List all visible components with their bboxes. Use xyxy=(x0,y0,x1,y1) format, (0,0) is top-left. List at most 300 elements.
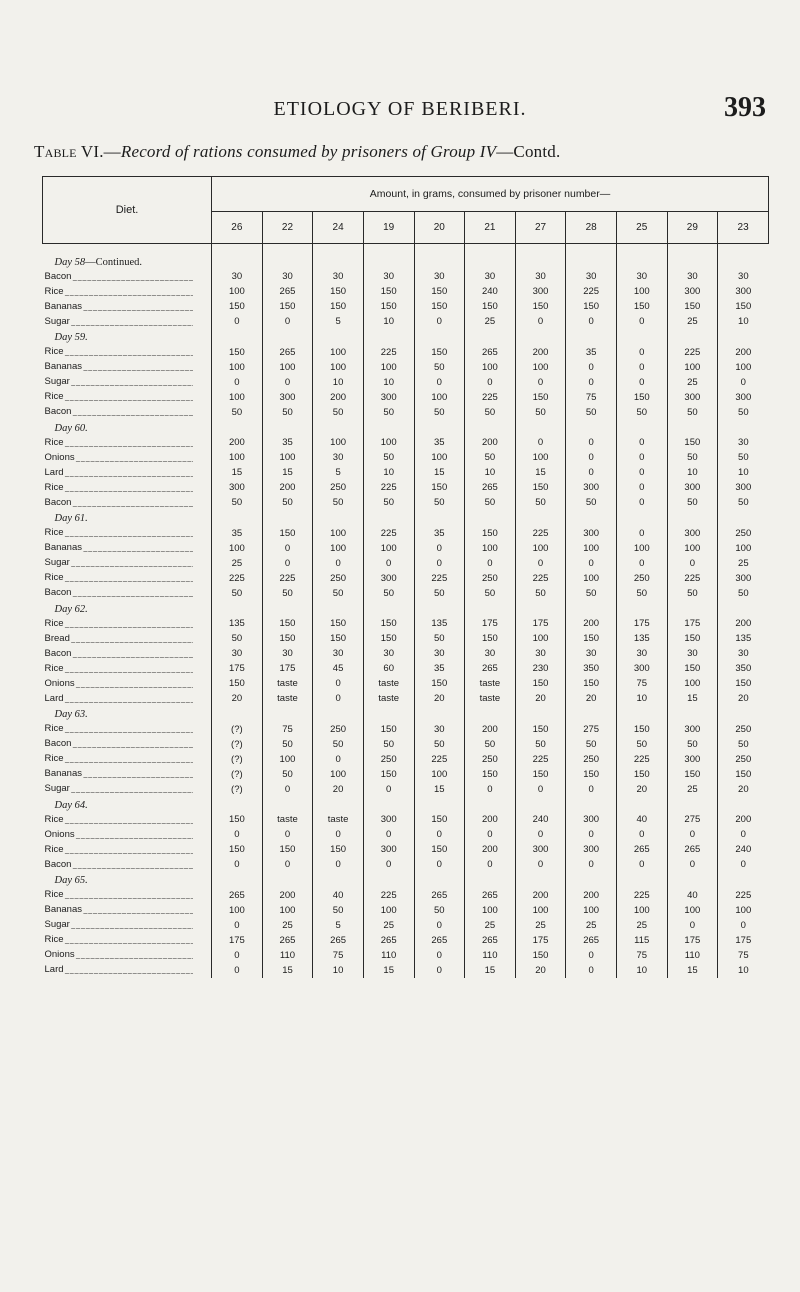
amount-cell: 265 xyxy=(414,933,465,948)
table-row xyxy=(43,300,769,315)
amount-cell: 30 xyxy=(363,270,414,285)
amount-cell: 265 xyxy=(465,662,516,677)
table-row xyxy=(43,315,769,330)
amount-cell: 250 xyxy=(718,526,769,541)
amount-cell: 0 xyxy=(566,858,617,873)
table-body xyxy=(43,244,769,979)
amount-cell: 75 xyxy=(262,722,313,737)
amount-cell: 35 xyxy=(414,662,465,677)
amount-cell: 0 xyxy=(262,315,313,330)
amount-cell: 0 xyxy=(262,375,313,390)
amount-cell: 0 xyxy=(414,858,465,873)
table-row xyxy=(43,556,769,571)
amount-cell: 150 xyxy=(313,617,364,632)
amount-cell: 0 xyxy=(465,828,516,843)
amount-cell: 100 xyxy=(667,541,718,556)
amount-cell: 150 xyxy=(313,285,364,300)
amount-cell: 150 xyxy=(262,843,313,858)
amount-cell: 225 xyxy=(718,888,769,903)
amount-cell: 100 xyxy=(414,390,465,405)
amount-cell: 175 xyxy=(212,933,263,948)
amount-cell: 0 xyxy=(718,828,769,843)
amount-cell: 10 xyxy=(718,315,769,330)
amount-cell: 300 xyxy=(718,571,769,586)
amount-cell: 100 xyxy=(616,541,667,556)
amount-cell: 100 xyxy=(262,451,313,466)
amount-cell: 250 xyxy=(465,752,516,767)
amount-cell: 175 xyxy=(465,617,516,632)
amount-cell: 50 xyxy=(566,737,617,752)
amount-cell: 50 xyxy=(262,586,313,601)
amount-cell: 75 xyxy=(718,948,769,963)
table-row xyxy=(43,752,769,767)
amount-cell: 0 xyxy=(566,375,617,390)
table-row xyxy=(43,903,769,918)
amount-cell: 10 xyxy=(718,963,769,978)
amount-cell: 240 xyxy=(515,813,566,828)
amount-cell: 0 xyxy=(212,315,263,330)
amount-cell: 50 xyxy=(465,737,516,752)
day-title: Day 58 xyxy=(54,256,86,268)
amount-cell: taste xyxy=(262,692,313,707)
table-row xyxy=(43,345,769,360)
amount-cell: 150 xyxy=(414,843,465,858)
amount-cell: 150 xyxy=(363,632,414,647)
food-name: Onions _ _ _ xyxy=(45,677,193,692)
amount-cell: 150 xyxy=(363,617,414,632)
amount-cell: 0 xyxy=(566,436,617,451)
amount-cell: 0 xyxy=(212,828,263,843)
table-row xyxy=(43,948,769,963)
prisoner-number-header: 23 xyxy=(718,212,769,244)
amount-cell: 0 xyxy=(262,828,313,843)
amount-cell: 100 xyxy=(515,451,566,466)
amount-cell: 175 xyxy=(667,933,718,948)
amount-cell: 275 xyxy=(566,722,617,737)
amount-cell: 0 xyxy=(414,948,465,963)
amount-cell: 150 xyxy=(363,300,414,315)
food-name: Bacon _ _ _ xyxy=(45,737,193,752)
amount-cell: 225 xyxy=(616,752,667,767)
amount-cell: 225 xyxy=(363,888,414,903)
amount-cell: 0 xyxy=(515,436,566,451)
amount-cell: 265 xyxy=(363,933,414,948)
amount-cell: 300 xyxy=(212,481,263,496)
amount-cell: 200 xyxy=(212,436,263,451)
amount-cell: 150 xyxy=(718,300,769,315)
amount-cell: 300 xyxy=(515,285,566,300)
amount-cell: 0 xyxy=(414,963,465,978)
amount-cell: taste xyxy=(363,692,414,707)
amount-cell: 10 xyxy=(363,375,414,390)
amount-cell: 50 xyxy=(718,586,769,601)
amount-cell: 0 xyxy=(616,466,667,481)
amount-cell: 10 xyxy=(616,963,667,978)
amount-cell: 50 xyxy=(363,737,414,752)
amount-cell: 150 xyxy=(566,632,617,647)
amount-cell: 5 xyxy=(313,918,364,933)
amount-cell: 150 xyxy=(566,677,617,692)
amount-cell: 150 xyxy=(212,677,263,692)
amount-cell: 100 xyxy=(313,526,364,541)
amount-cell: 25 xyxy=(566,918,617,933)
amount-cell: 15 xyxy=(262,963,313,978)
amount-cell: 265 xyxy=(566,933,617,948)
food-name: Sugar _ _ _ xyxy=(45,315,193,330)
amount-cell: 200 xyxy=(718,617,769,632)
amount-cell: 225 xyxy=(262,571,313,586)
amount-cell: 30 xyxy=(262,270,313,285)
amount-cell: 50 xyxy=(515,737,566,752)
table-row xyxy=(43,677,769,692)
amount-cell: 225 xyxy=(667,345,718,360)
table-spacer-row xyxy=(43,244,769,255)
amount-cell: 20 xyxy=(566,692,617,707)
amount-cell: 0 xyxy=(616,526,667,541)
amount-cell: 0 xyxy=(616,481,667,496)
amount-cell: 25 xyxy=(515,918,566,933)
amount-cell: 150 xyxy=(515,948,566,963)
amount-cell: 50 xyxy=(515,586,566,601)
amount-cell: 300 xyxy=(718,285,769,300)
amount-cell: 25 xyxy=(616,918,667,933)
amount-cell: 25 xyxy=(667,315,718,330)
amount-cell: 150 xyxy=(616,390,667,405)
amount-cell: 200 xyxy=(465,722,516,737)
amount-cell: 200 xyxy=(718,813,769,828)
amount-cell: 150 xyxy=(465,767,516,782)
amount-cell: 0 xyxy=(212,918,263,933)
table-row xyxy=(43,360,769,375)
amount-cell: 30 xyxy=(212,647,263,662)
amount-cell: 30 xyxy=(212,270,263,285)
table-row xyxy=(43,375,769,390)
food-name: Rice _ _ _ xyxy=(45,285,193,300)
amount-cell: 0 xyxy=(616,360,667,375)
amount-cell: 20 xyxy=(515,963,566,978)
amount-cell: 225 xyxy=(515,571,566,586)
table-row xyxy=(43,466,769,481)
amount-cell: 110 xyxy=(363,948,414,963)
amount-cell: 100 xyxy=(566,903,617,918)
amount-cell: 0 xyxy=(515,315,566,330)
food-name: Lard _ _ _ xyxy=(45,692,193,707)
amount-cell: 0 xyxy=(566,963,617,978)
table-row xyxy=(43,647,769,662)
amount-cell: 0 xyxy=(262,541,313,556)
amount-cell: 265 xyxy=(414,888,465,903)
amount-cell: 150 xyxy=(515,390,566,405)
amount-cell: 100 xyxy=(212,390,263,405)
amount-cell: 50 xyxy=(616,405,667,420)
amount-cell: 50 xyxy=(414,737,465,752)
amount-cell: 50 xyxy=(667,586,718,601)
food-name: Rice _ _ _ xyxy=(45,617,193,632)
amount-cell: 200 xyxy=(718,345,769,360)
food-name: Onions _ _ _ xyxy=(45,948,193,963)
amount-cell: 5 xyxy=(313,466,364,481)
table-row xyxy=(43,571,769,586)
amount-cell: 250 xyxy=(566,752,617,767)
amount-cell: 0 xyxy=(313,828,364,843)
amount-cell: 20 xyxy=(414,692,465,707)
amount-cell: 30 xyxy=(667,270,718,285)
table-row xyxy=(43,813,769,828)
amount-cell: 10 xyxy=(313,963,364,978)
amount-cell: 265 xyxy=(262,345,313,360)
amount-cell: 100 xyxy=(313,541,364,556)
amount-cell: 50 xyxy=(414,360,465,375)
amount-cell: 240 xyxy=(718,843,769,858)
amount-cell: 30 xyxy=(313,451,364,466)
amount-cell: 10 xyxy=(313,375,364,390)
amount-cell: 0 xyxy=(566,948,617,963)
food-name: Rice _ _ _ xyxy=(45,722,193,737)
amount-cell: 150 xyxy=(414,481,465,496)
amount-cell: 50 xyxy=(515,496,566,511)
amount-cell: 60 xyxy=(363,662,414,677)
amount-cell: 150 xyxy=(414,345,465,360)
table-row xyxy=(43,541,769,556)
amount-cell: 150 xyxy=(667,662,718,677)
amount-cell: 0 xyxy=(262,556,313,571)
amount-cell: 175 xyxy=(262,662,313,677)
amount-cell: 30 xyxy=(414,722,465,737)
amount-cell: 30 xyxy=(667,647,718,662)
amount-cell: 265 xyxy=(313,933,364,948)
amount-cell: 0 xyxy=(313,858,364,873)
amount-cell: 100 xyxy=(718,903,769,918)
table-row xyxy=(43,481,769,496)
amount-cell: 250 xyxy=(465,571,516,586)
prisoner-number-header: 25 xyxy=(616,212,667,244)
amount-cell: 0 xyxy=(363,858,414,873)
amount-cell: 265 xyxy=(465,345,516,360)
amount-cell: 175 xyxy=(667,617,718,632)
day-title: Day 64. xyxy=(54,799,88,811)
day-heading-row xyxy=(43,797,769,813)
amount-cell: 175 xyxy=(212,662,263,677)
amount-cell: 100 xyxy=(566,541,617,556)
amount-cell: 30 xyxy=(718,270,769,285)
amount-cell: 30 xyxy=(566,647,617,662)
amount-cell: 50 xyxy=(262,767,313,782)
prisoner-number-header: 21 xyxy=(465,212,516,244)
day-heading-row xyxy=(43,873,769,889)
amount-cell: 100 xyxy=(262,360,313,375)
amount-cell: 150 xyxy=(212,345,263,360)
amount-cell: 300 xyxy=(363,571,414,586)
amount-cell: 0 xyxy=(667,828,718,843)
food-name: Bacon _ _ _ xyxy=(45,405,193,420)
amount-cell: 265 xyxy=(465,481,516,496)
amount-cell: 25 xyxy=(262,918,313,933)
amount-cell: 25 xyxy=(667,782,718,797)
amount-cell: 0 xyxy=(566,556,617,571)
amount-cell: 300 xyxy=(515,843,566,858)
table-row xyxy=(43,405,769,420)
amount-cell: taste xyxy=(262,813,313,828)
food-name: Bananas _ _ _ xyxy=(45,541,193,556)
amount-cell: 100 xyxy=(667,903,718,918)
amount-column-header: Amount, in grams, consumed by prisoner number— xyxy=(212,177,769,212)
amount-cell: 100 xyxy=(363,360,414,375)
table-row xyxy=(43,933,769,948)
day-title: Day 60. xyxy=(54,422,88,434)
amount-cell: 0 xyxy=(566,828,617,843)
amount-cell: 100 xyxy=(363,541,414,556)
amount-cell: 150 xyxy=(515,481,566,496)
amount-cell: 0 xyxy=(616,315,667,330)
amount-cell: 150 xyxy=(262,632,313,647)
amount-cell: 50 xyxy=(262,405,313,420)
amount-cell: 100 xyxy=(212,541,263,556)
amount-cell: 50 xyxy=(465,496,516,511)
amount-cell: 250 xyxy=(313,481,364,496)
amount-cell: 50 xyxy=(566,405,617,420)
amount-cell: 0 xyxy=(515,828,566,843)
food-name: Lard _ _ _ xyxy=(45,466,193,481)
amount-cell: 15 xyxy=(414,466,465,481)
amount-cell: 250 xyxy=(363,752,414,767)
amount-cell: 0 xyxy=(465,556,516,571)
amount-cell: 200 xyxy=(262,888,313,903)
amount-cell: 15 xyxy=(414,782,465,797)
amount-cell: (?) xyxy=(212,767,263,782)
amount-cell: 0 xyxy=(616,375,667,390)
amount-cell: 50 xyxy=(363,405,414,420)
caption-suffix: —Contd. xyxy=(496,142,561,161)
amount-cell: 100 xyxy=(667,360,718,375)
page-number: 393 xyxy=(724,92,766,123)
amount-cell: 0 xyxy=(414,556,465,571)
amount-cell: 150 xyxy=(515,300,566,315)
food-name: Sugar _ _ _ xyxy=(45,918,193,933)
day-title: Day 61. xyxy=(54,513,88,524)
amount-cell: 100 xyxy=(667,677,718,692)
amount-cell: 30 xyxy=(414,270,465,285)
amount-cell: 50 xyxy=(262,496,313,511)
amount-cell: 265 xyxy=(616,843,667,858)
amount-cell: 300 xyxy=(667,526,718,541)
amount-cell: 100 xyxy=(212,285,263,300)
amount-cell: 225 xyxy=(363,481,414,496)
amount-cell: 25 xyxy=(667,375,718,390)
amount-cell: 25 xyxy=(718,556,769,571)
day-heading-row xyxy=(43,330,769,346)
rations-table xyxy=(42,176,769,978)
amount-cell: 0 xyxy=(212,963,263,978)
amount-cell: 50 xyxy=(566,496,617,511)
diet-column-header: Diet. xyxy=(43,177,212,244)
table-row xyxy=(43,285,769,300)
amount-cell: 100 xyxy=(718,541,769,556)
amount-cell: 150 xyxy=(515,722,566,737)
amount-cell: 100 xyxy=(262,903,313,918)
amount-cell: 300 xyxy=(566,813,617,828)
food-name: Rice _ _ _ xyxy=(45,436,193,451)
food-name: Rice _ _ _ xyxy=(45,571,193,586)
amount-cell: 100 xyxy=(515,541,566,556)
amount-cell: 0 xyxy=(566,360,617,375)
table-row xyxy=(43,782,769,797)
amount-cell: 150 xyxy=(313,843,364,858)
amount-cell: 50 xyxy=(616,586,667,601)
amount-cell: 150 xyxy=(414,677,465,692)
amount-cell: 100 xyxy=(616,285,667,300)
amount-cell: 15 xyxy=(667,963,718,978)
amount-cell: 0 xyxy=(616,496,667,511)
amount-cell: 50 xyxy=(212,496,263,511)
amount-cell: 0 xyxy=(212,948,263,963)
amount-cell: 0 xyxy=(262,782,313,797)
amount-cell: 15 xyxy=(363,963,414,978)
amount-cell: (?) xyxy=(212,752,263,767)
amount-cell: 100 xyxy=(363,903,414,918)
amount-cell: 50 xyxy=(515,405,566,420)
amount-cell: 225 xyxy=(566,285,617,300)
amount-cell: 230 xyxy=(515,662,566,677)
amount-cell: 225 xyxy=(667,571,718,586)
running-title: ETIOLOGY OF BERIBERI. xyxy=(273,98,527,120)
prisoner-number-header: 19 xyxy=(363,212,414,244)
amount-cell: 0 xyxy=(718,918,769,933)
prisoner-number-header: 29 xyxy=(667,212,718,244)
amount-cell: 300 xyxy=(616,662,667,677)
table-row xyxy=(43,692,769,707)
amount-cell: 250 xyxy=(718,722,769,737)
amount-cell: 50 xyxy=(414,586,465,601)
amount-cell: 0 xyxy=(566,451,617,466)
food-name: Sugar _ _ _ xyxy=(45,375,193,390)
amount-cell: 150 xyxy=(313,300,364,315)
amount-cell: 50 xyxy=(212,632,263,647)
amount-cell: 100 xyxy=(515,632,566,647)
amount-cell: 150 xyxy=(718,767,769,782)
amount-cell: 30 xyxy=(515,270,566,285)
amount-cell: 225 xyxy=(515,752,566,767)
amount-cell: 10 xyxy=(616,692,667,707)
amount-cell: 50 xyxy=(313,405,364,420)
amount-cell: 100 xyxy=(616,903,667,918)
amount-cell: 35 xyxy=(414,436,465,451)
amount-cell: 100 xyxy=(262,752,313,767)
amount-cell: 0 xyxy=(667,918,718,933)
amount-cell: 0 xyxy=(414,315,465,330)
amount-cell: 265 xyxy=(262,285,313,300)
amount-cell: 150 xyxy=(667,767,718,782)
amount-cell: 0 xyxy=(313,677,364,692)
food-name: Bread _ _ _ xyxy=(45,632,193,647)
food-name: Bananas _ _ _ xyxy=(45,767,193,782)
amount-cell: 0 xyxy=(515,375,566,390)
amount-cell: 150 xyxy=(212,813,263,828)
amount-cell: 265 xyxy=(667,843,718,858)
amount-cell: 300 xyxy=(363,843,414,858)
amount-cell: 50 xyxy=(465,405,516,420)
food-name: Rice _ _ _ xyxy=(45,390,193,405)
amount-cell: 300 xyxy=(566,481,617,496)
amount-cell: 50 xyxy=(414,632,465,647)
amount-cell: 30 xyxy=(616,647,667,662)
table-row xyxy=(43,828,769,843)
amount-cell: 150 xyxy=(616,722,667,737)
table-row xyxy=(43,390,769,405)
amount-cell: 135 xyxy=(414,617,465,632)
amount-cell: 0 xyxy=(616,858,667,873)
amount-cell: 0 xyxy=(566,315,617,330)
amount-cell: 200 xyxy=(515,345,566,360)
